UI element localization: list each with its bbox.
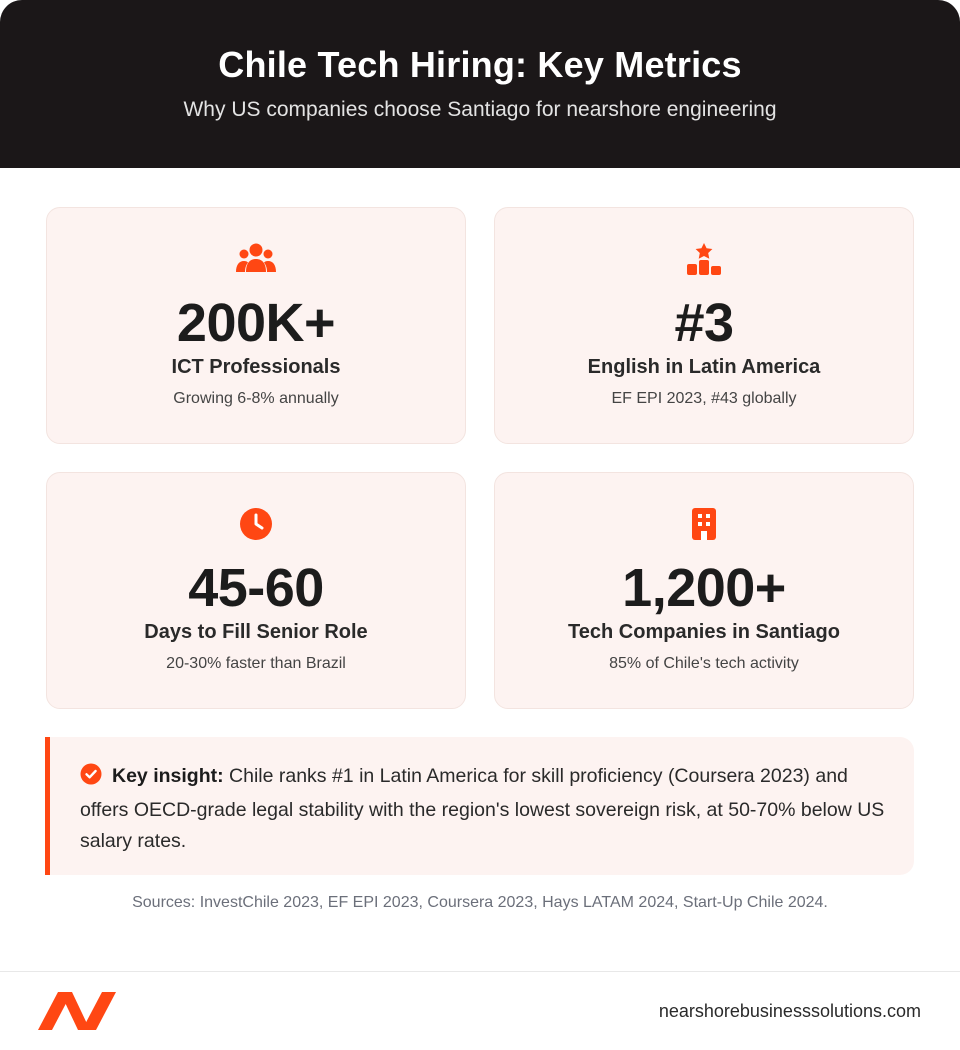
metric-label: ICT Professionals (171, 356, 341, 378)
metric-label: English in Latin America (587, 356, 821, 378)
website-link[interactable]: nearshorebusinesssolutions.com (658, 1001, 921, 1021)
metric-label: Days to Fill Senior Role (144, 621, 368, 643)
sources-note: Sources: InvestChile 2023, EF EPI 2023, Coursera 2023, Hays LATAM 2024, Start-Up Chile 2024. (132, 894, 828, 911)
users-group-icon (47, 242, 465, 276)
check-circle-icon (80, 763, 102, 795)
metric-value: 200K+ (176, 293, 336, 353)
metric-value: 1,200+ (622, 558, 786, 618)
brand-logo-icon (38, 990, 116, 1037)
page-title: Chile Tech Hiring: Key Metrics (218, 44, 742, 85)
metric-card-tech-companies (494, 472, 914, 709)
building-icon (495, 507, 913, 541)
metric-card-ict-professionals (46, 207, 466, 444)
metric-note: 20-30% faster than Brazil (166, 655, 346, 672)
clock-icon (47, 507, 465, 541)
metric-card-days-to-fill (46, 472, 466, 709)
metric-note: Growing 6-8% annually (173, 390, 339, 407)
insight-lead: Key insight: (112, 765, 224, 787)
metric-card-english-ranking (494, 207, 914, 444)
insight-text: Chile ranks #1 in Latin America for skill proficiency (Coursera 2023) and offers OECD-grade legal stability with the region's lowest sovereign risk, at 50-70% below US salary rates. (80, 765, 885, 852)
page-subtitle: Why US companies choose Santiago for nearshore engineering (183, 98, 777, 121)
key-insight-callout (45, 737, 914, 875)
metric-value: #3 (674, 293, 734, 353)
metric-note: EF EPI 2023, #43 globally (611, 390, 797, 407)
podium-star-icon (495, 242, 913, 276)
footer-divider (0, 971, 960, 972)
header-banner (0, 0, 960, 168)
metric-note: 85% of Chile's tech activity (609, 655, 799, 672)
metric-label: Tech Companies in Santiago (568, 621, 840, 643)
metric-value: 45-60 (188, 558, 324, 618)
